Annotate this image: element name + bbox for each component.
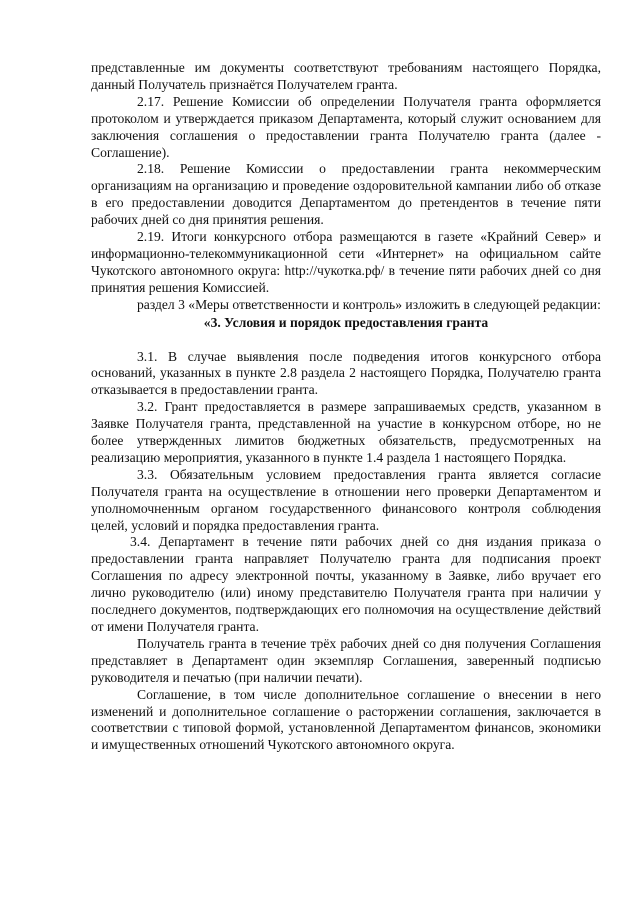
- paragraph-2-18: 2.18. Решение Комиссии о предоставлении гранта некоммерческим организациям на организацию и проведение оздоровительной кампании либо об отказе в его предоставлении доводится Департаментом до претендентов в течение пяти рабочих дней со дня принятия решения.: [91, 161, 601, 228]
- paragraph-3-4: 3.4. Департамент в течение пяти рабочих дней со дня издания приказа о предоставлении гранта направляет Получателю гранта для подписания проект Соглашения по адресу электронной почты, указанному в Заявке, либо вручает его лично руководителю (или) иному представителю Получателя гранта при наличии у последнего документов, подтверждающих его полномочия на осуществление действий от имени Получателя гранта.: [91, 534, 601, 634]
- paragraph-continuation: представленные им документы соответствуют требованиям настоящего Порядка, данный Получатель признаётся Получателем гранта.: [91, 60, 601, 92]
- paragraph-3-1: 3.1. В случае выявления после подведения итогов конкурсного отбора оснований, указанных в пункте 2.8 раздела 2 настоящего Порядка, Получателю гранта отказывается в предоставлении гранта.: [91, 348, 601, 398]
- spacer: [91, 332, 601, 349]
- paragraph-section-3-intro: раздел 3 «Меры ответственности и контроль» изложить в следующей редакции:: [137, 296, 601, 312]
- paragraph-3-2: 3.2. Грант предоставляется в размере запрашиваемых средств, указанном в Заявке Получателя гранта, представленной на участие в конкурсном отборе, но не более утвержденных лимитов бюджетных обязательств, предусмотренных на реализацию мероприятия, указанного в пункте 1.4 раздела 1 настоящего Порядка.: [91, 399, 601, 465]
- paragraph-recipient-submission: Получатель гранта в течение трёх рабочих дней со дня получения Соглашения представляет в Департамент один экземпляр Соглашения, заверенный подписью руководителя и печатью (при наличии печати).: [91, 635, 601, 685]
- section-heading: «3. Условия и порядок предоставления гранта: [203, 314, 489, 330]
- paragraph-agreement-form: Соглашение, в том числе дополнительное соглашение о внесении в него изменений и дополнительное соглашение о расторжении соглашения, заключается в соответствии с типовой формой, установленной Департаментом финансов, экономики и имущественных отношений Чукотского автономного округа.: [91, 686, 601, 753]
- paragraph-2-19: 2.19. Итоги конкурсного отбора размещаются в газете «Крайний Север» и информационно-телекоммуникационной сети «Интернет» на официальном сайте Чукотского автономного округа: http://чукотка.рф/ в течение пяти рабочих дней со дня принятия решения Комиссией.: [91, 229, 601, 295]
- paragraph-2-17: 2.17. Решение Комиссии об определении Получателя гранта оформляется протоколом и утверждается приказом Департамента, который служит основанием для заключения соглашения о предоставлении гранта Получателю гранта (далее - Соглашение).: [91, 93, 601, 160]
- paragraph-3-3: 3.3. Обязательным условием предоставления гранта является согласие Получателя гранта на осуществление в отношении него проверки Департаментом и уполномочненным органом государственного финансового контроля соблюдения целей, условий и порядка предоставления гранта.: [91, 466, 601, 533]
